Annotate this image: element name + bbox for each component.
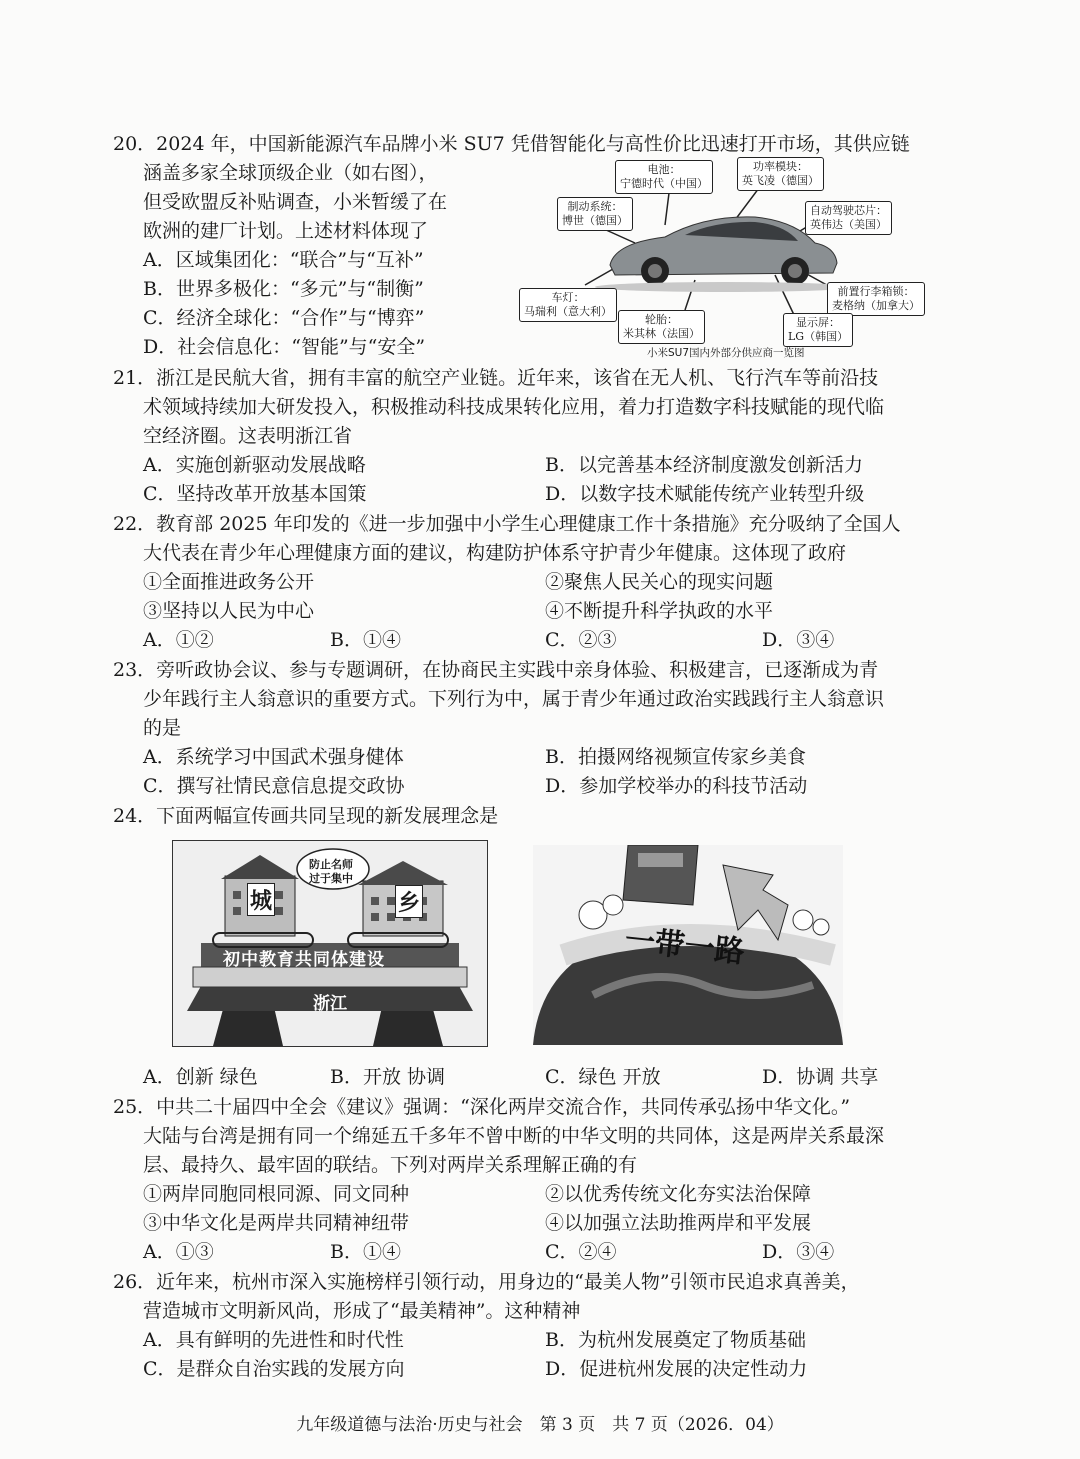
- q23-option-a: A．系统学习中国武术强身健体: [143, 746, 404, 768]
- q25-item-4: ④以加强立法助推两岸和平发展: [545, 1212, 812, 1234]
- q22-item-4: ④不断提升科学执政的水平: [545, 600, 774, 622]
- q20-line1: 20．2024 年，中国新能源汽车品牌小米 SU7 凭借智能化与高性价比迅速打开市场，其供应链: [113, 133, 910, 155]
- poster-bubble-line1: 防止名师: [309, 858, 353, 871]
- q26-line1: 26．近年来，杭州市深入实施榜样引领行动，用身边的“最美人物”引领市民追求真善美，: [113, 1271, 860, 1293]
- q22-line1: 22．教育部 2025 年印发的《进一步加强中小学生心理健康工作十条措施》充分吸纳了全国人: [113, 513, 901, 535]
- car-image: [515, 155, 955, 360]
- supplier-company: LG（韩国）: [788, 330, 849, 343]
- q23-line1: 23．旁听政协会议、参与专题调研，在协商民主实践中亲身体验、积极建言，已逐渐成为青: [113, 659, 879, 681]
- poster-belt-road-banner: 一带一路: [623, 922, 747, 971]
- supplier-trunk-lock: [827, 282, 925, 316]
- q25-item-3: ③中华文化是两岸共同精神纽带: [143, 1212, 410, 1234]
- q20-line2: 涵盖多家全球顶级企业（如右图），: [143, 162, 438, 184]
- supplier-brake: [557, 197, 633, 231]
- supplier-label: 轮胎：: [645, 313, 678, 326]
- supplier-power-module: [737, 157, 824, 191]
- poster-region: 浙江: [313, 994, 347, 1014]
- q23-option-d: D．参加学校举办的科技节活动: [545, 775, 808, 797]
- page-footer: 九年级道德与法治·历史与社会 第 3 页 共 7 页（2026．04）: [296, 1415, 784, 1435]
- supplier-label: 显示屏：: [796, 316, 841, 329]
- q20-option-a: A．区域集团化：“联合”与“互补”: [143, 249, 424, 271]
- poster-banner: 初中教育共同体建设: [223, 950, 385, 970]
- poster-education: [172, 840, 488, 1047]
- q25-option-c: C．②④: [545, 1241, 617, 1263]
- q24-option-c: C．绿色 开放: [545, 1066, 661, 1088]
- q26-option-c: C．是群众自治实践的发展方向: [143, 1358, 405, 1380]
- supplier-label: 制动系统：: [567, 200, 623, 213]
- q20-option-b: B．世界多极化：“多元”与“制衡”: [143, 278, 424, 300]
- supplier-label: 前置行李箱锁：: [837, 285, 915, 298]
- q25-option-a: A．①③: [143, 1241, 214, 1263]
- poster-bubble-line2: 过于集中: [309, 872, 353, 885]
- q25-line3: 层、最持久、最牢固的联结。下列对两岸关系理解正确的有: [143, 1154, 638, 1176]
- supplier-figure: [515, 155, 955, 360]
- q21-line2: 术领域持续加大研发投入，积极推动科技成果转化应用，着力打造数字科技赋能的现代临: [143, 396, 885, 418]
- q23-option-b: B．拍摄网络视频宣传家乡美食: [545, 746, 806, 768]
- q20-line4: 欧洲的建厂计划。上述材料体现了: [143, 220, 429, 242]
- q25-option-b: B．①④: [330, 1241, 401, 1263]
- q20-option-d: D．社会信息化：“智能”与“安全”: [143, 336, 426, 358]
- supplier-label: 自动驾驶芯片：: [810, 204, 887, 217]
- q21-option-b: B．以完善基本经济制度激发创新活力: [545, 454, 863, 476]
- q26-option-a: A．具有鲜明的先进性和时代性: [143, 1329, 404, 1351]
- q20-option-c: C．经济全球化：“合作”与“博弈”: [143, 307, 425, 329]
- q25-option-d: D．③④: [762, 1241, 835, 1263]
- q22-option-c: C．②③: [545, 629, 617, 651]
- q24-option-a: A．创新 绿色: [143, 1066, 258, 1088]
- supplier-company: 米其林（法国）: [623, 327, 700, 340]
- poster-village-label: 乡: [395, 885, 423, 918]
- supplier-label: 功率模块：: [753, 160, 808, 173]
- q20-line3: 但受欧盟反补贴调查，小米暂缓了在: [143, 191, 448, 213]
- supplier-display: [783, 313, 853, 347]
- supplier-company: 博世（德国）: [562, 214, 628, 227]
- q26-option-b: B．为杭州发展奠定了物质基础: [545, 1329, 806, 1351]
- q22-item-3: ③坚持以人民为中心: [143, 600, 315, 622]
- q25-item-1: ①两岸同胞同根同源、同文同种: [143, 1183, 410, 1205]
- supplier-company: 宁德时代（中国）: [620, 177, 708, 190]
- supplier-company: 马瑞利（意大利）: [524, 305, 612, 318]
- q23-option-c: C．撰写社情民意信息提交政协: [143, 775, 405, 797]
- q23-line3: 的是: [143, 717, 182, 739]
- supplier-label: 车灯：: [551, 291, 585, 304]
- poster-city-label: 城: [247, 883, 275, 916]
- q24-line1: 24．下面两幅宣传画共同呈现的新发展理念是: [113, 805, 499, 827]
- q24-option-d: D．协调 共享: [762, 1066, 879, 1088]
- supplier-lights: [519, 288, 617, 322]
- supplier-company: 英飞凌（德国）: [742, 174, 819, 187]
- figure-caption: 小米SU7国内外部分供应商一览图: [647, 347, 805, 359]
- q22-line2: 大代表在青少年心理健康方面的建议，构建防护体系守护青少年健康。这体现了政府: [143, 542, 847, 564]
- q26-option-d: D．促进杭州发展的决定性动力: [545, 1358, 808, 1380]
- supplier-tires: [618, 310, 705, 344]
- q22-option-b: B．①④: [330, 629, 401, 651]
- q22-option-d: D．③④: [762, 629, 835, 651]
- supplier-label: 电池：: [647, 163, 681, 176]
- supplier-battery: [615, 160, 713, 194]
- q25-item-2: ②以优秀传统文化夯实法治保障: [545, 1183, 812, 1205]
- q22-item-2: ②聚焦人民关心的现实问题: [545, 571, 774, 593]
- q25-line2: 大陆与台湾是拥有同一个绵延五千多年不曾中断的中华文明的共同体，这是两岸关系最深: [143, 1125, 885, 1147]
- supplier-chip: [805, 201, 892, 235]
- q21-line1: 21．浙江是民航大省，拥有丰富的航空产业链。近年来，该省在无人机、飞行汽车等前沿技: [113, 367, 879, 389]
- poster-belt-road: [533, 845, 843, 1045]
- q21-option-c: C．坚持改革开放基本国策: [143, 483, 367, 505]
- q22-item-1: ①全面推进政务公开: [143, 571, 315, 593]
- q21-option-a: A．实施创新驱动发展战略: [143, 454, 366, 476]
- q25-line1: 25．中共二十届四中全会《建议》强调：“深化两岸交流合作，共同传承弘扬中华文化。”: [113, 1096, 851, 1118]
- q24-option-b: B．开放 协调: [330, 1066, 446, 1088]
- q21-option-d: D．以数字技术赋能传统产业转型升级: [545, 483, 865, 505]
- q22-option-a: A．①②: [143, 629, 214, 651]
- q26-line2: 营造城市文明新风尚，形成了“最美精神”。这种精神: [143, 1300, 581, 1322]
- supplier-company: 麦格纳（加拿大）: [832, 299, 920, 312]
- q21-line3: 空经济圈。这表明浙江省: [143, 425, 353, 447]
- supplier-company: 英伟达（美国）: [810, 218, 887, 231]
- q23-line2: 少年践行主人翁意识的重要方式。下列行为中，属于青少年通过政治实践践行主人翁意识: [143, 688, 885, 710]
